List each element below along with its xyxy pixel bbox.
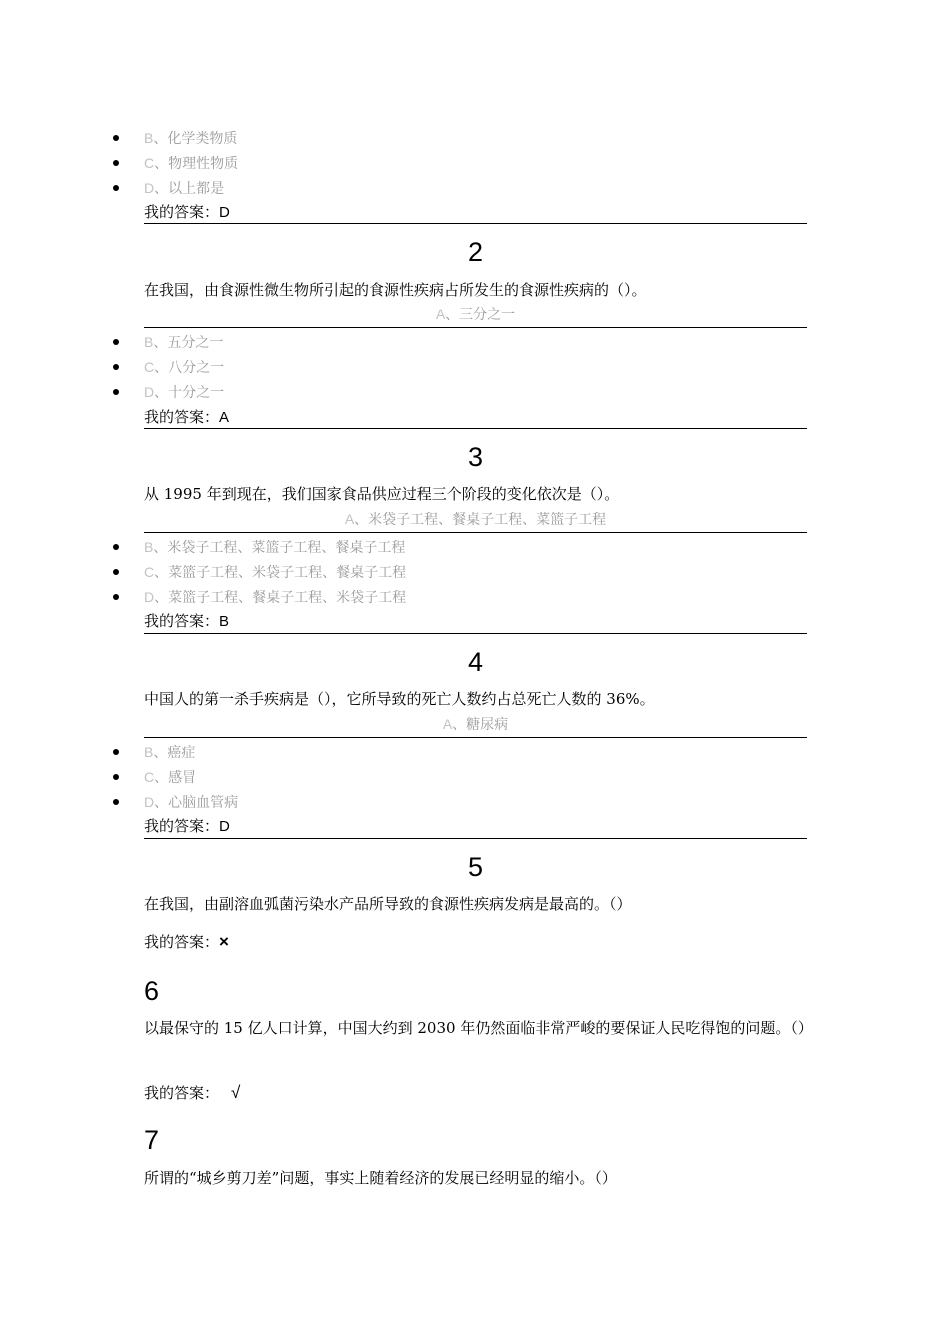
divider [144,532,807,533]
option-c: C、感冒 [144,769,197,786]
question-text: 在我国，由食源性微生物所引起的食源性疾病占所发生的食源性疾病的（）。 [144,281,647,299]
bullet-icon [113,544,119,550]
bullet-icon [113,594,119,600]
option-a: A、米袋子工程、餐桌子工程、菜篮子工程 [344,511,607,528]
divider [144,428,807,429]
option-d: D、菜篮子工程、餐桌子工程、米袋子工程 [144,589,407,606]
bullet-icon [113,364,119,370]
bullet-icon [113,749,119,755]
option-b: B、癌症 [144,744,196,761]
question-text: 所谓的“城乡剪刀差”问题，事实上随着经济的发展已经明显的缩小。（） [144,1169,617,1187]
bullet-icon [113,774,119,780]
bullet-icon [113,799,119,805]
question-number: 3 [467,442,484,472]
option-b: B、米袋子工程、菜篮子工程、餐桌子工程 [144,539,406,556]
question-text: 从 1995 年到现在，我们国家食品供应过程三个阶段的变化依次是（）。 [144,485,620,503]
option-c: C、菜篮子工程、米袋子工程、餐桌子工程 [144,564,407,581]
option-d: D、以上都是 [144,180,225,197]
option-d: D、十分之一 [144,384,225,401]
bullet-icon [113,569,119,575]
my-answer: 我的答案：× [144,932,229,951]
my-answer: 我的答案：B [144,612,230,630]
my-answer: 我的答案：D [144,203,230,221]
question-text: 以最保守的 15 亿人口计算，中国大约到 2030 年仍然面临非常严峻的要保证人民吃得饱的问题。（） [144,1019,813,1037]
option-b: B、五分之一 [144,334,224,351]
my-answer: 我的答案：A [144,408,230,426]
option-d: D、心脑血管病 [144,794,239,811]
option-c: C、物理性物质 [144,155,239,172]
my-answer: 我的答案： √ [144,1083,241,1102]
option-b: B、化学类物质 [144,130,238,147]
option-c: C、八分之一 [144,359,225,376]
divider [144,223,807,224]
divider [144,633,807,634]
my-answer: 我的答案：D [144,817,230,835]
option-a: A、糖尿病 [442,716,509,733]
divider [144,327,807,328]
question-number: 4 [467,647,484,677]
question-number: 2 [467,237,484,267]
bullet-icon [113,339,119,345]
option-a: A、三分之一 [435,306,516,323]
bullet-icon [113,389,119,395]
question-text: 中国人的第一杀手疾病是（），它所导致的死亡人数约占总死亡人数的 36%。 [144,690,655,708]
question-number: 6 [144,976,160,1006]
question-number: 7 [144,1125,160,1155]
divider [144,838,807,839]
bullet-icon [113,185,119,191]
divider [144,737,807,738]
bullet-icon [113,135,119,141]
question-number: 5 [467,852,484,882]
bullet-icon [113,160,119,166]
question-text: 在我国，由副溶血弧菌污染水产品所导致的食源性疾病发病是最高的。（） [144,895,632,913]
